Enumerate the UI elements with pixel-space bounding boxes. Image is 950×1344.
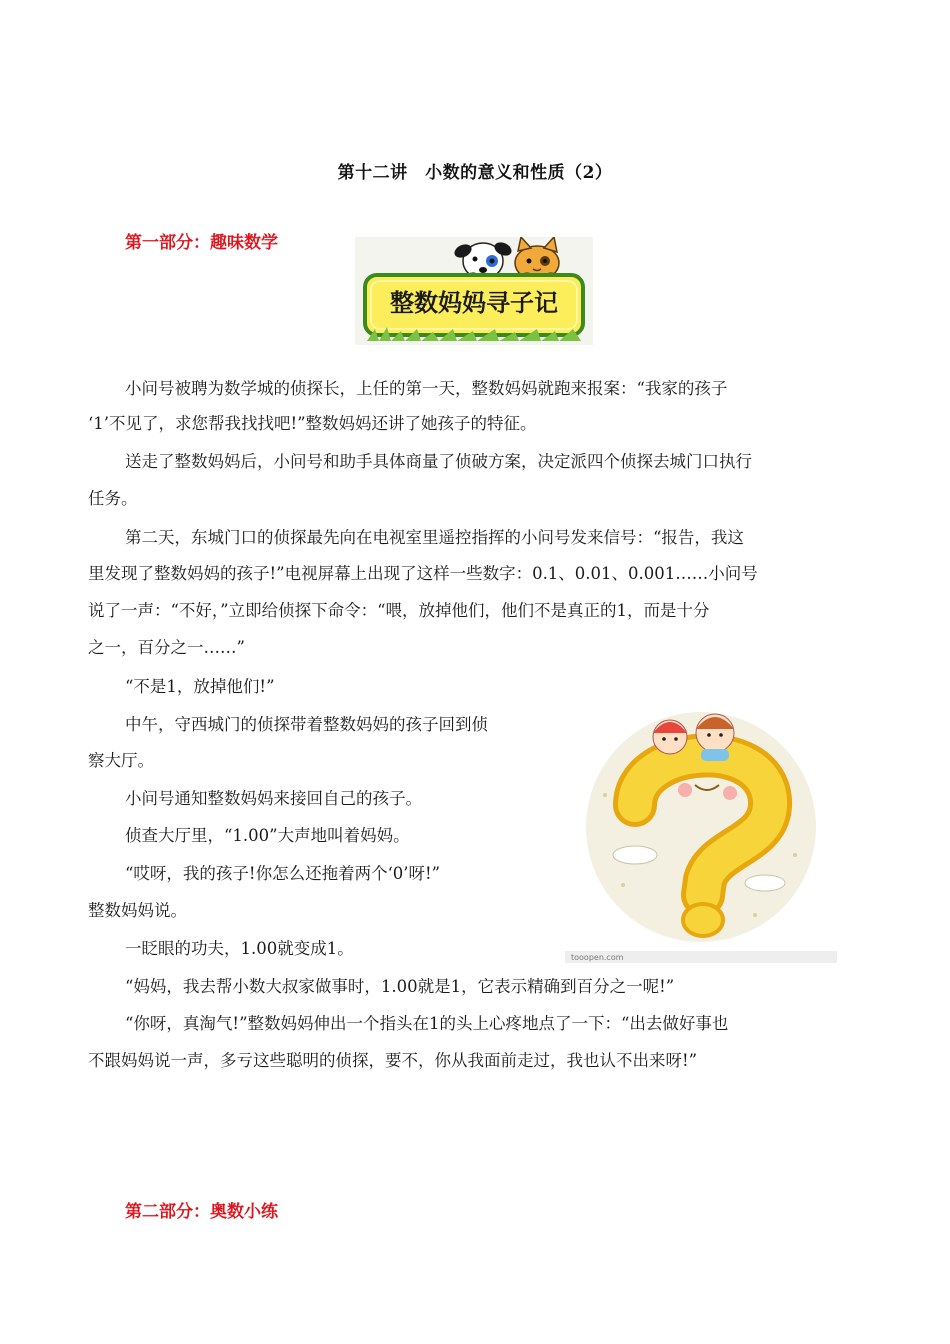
story-line: 说了一声：“不好，”立即给侦探下命令：“喂，放掉他们，他们不是真正的1，而是十分 [88, 601, 710, 620]
story-line: 察大厅。 [88, 751, 154, 770]
page-title: 第十二讲 小数的意义和性质（2） [337, 163, 613, 183]
story-line: ‘1’不见了，求您帮我找找吧!”整数妈妈还讲了她孩子的特征。 [88, 414, 537, 433]
story-line: “你呀，真淘气!”整数妈妈伸出一个指头在1的头上心疼地点了一下：“出去做好事也 [125, 1014, 729, 1033]
story-line: 侦查大厅里，“1.00”大声地叫着妈妈。 [125, 826, 410, 845]
story-line: 整数妈妈说。 [88, 901, 187, 920]
story-line: 任务。 [88, 489, 138, 508]
story-line: 不跟妈妈说一声，多亏这些聪明的侦探，要不，你从我面前走过，我也认不出来呀!” [88, 1051, 698, 1070]
story-line: 一眨眼的功夫，1.00就变成1。 [125, 939, 354, 958]
story-line: 之一，百分之一……” [88, 638, 245, 657]
story-line: 送走了整数妈妈后，小问号和助手具体商量了侦破方案，决定派四个侦探去城门口执行 [125, 452, 752, 471]
story-line: “妈妈，我去帮小数大叔家做事时，1.00就是1，它表示精确到百分之一呢!” [125, 977, 675, 996]
watermark: tooopen.com [571, 953, 624, 962]
story-line: 第二天，东城门口的侦探最先向在电视室里遥控指挥的小问号发来信号：“报告，我这 [125, 528, 744, 547]
section-heading-olympiad-practice: 第二部分：奥数小练 [125, 1202, 278, 1222]
section-heading-fun-math: 第一部分：趣味数学 [125, 233, 278, 253]
story-line: 小问号被聘为数学城的侦探长，上任的第一天，整数妈妈就跑来报案：“我家的孩子 [125, 379, 728, 398]
story-line: “不是1，放掉他们!” [125, 677, 275, 696]
banner-title: 整数妈妈寻子记 [390, 289, 558, 317]
story-line: 里发现了整数妈妈的孩子!”电视屏幕上出现了这样一些数字：0.1、0.01、0.001……小问号 [88, 564, 758, 583]
story-line: “哎呀，我的孩子!你怎么还拖着两个‘0’呀!” [125, 864, 441, 883]
question-mark-kids-icon [565, 705, 837, 965]
story-line: 小问号通知整数妈妈来接回自己的孩子。 [125, 789, 422, 808]
story-line: 中午，守西城门的侦探带着整数妈妈的孩子回到侦 [125, 715, 488, 734]
